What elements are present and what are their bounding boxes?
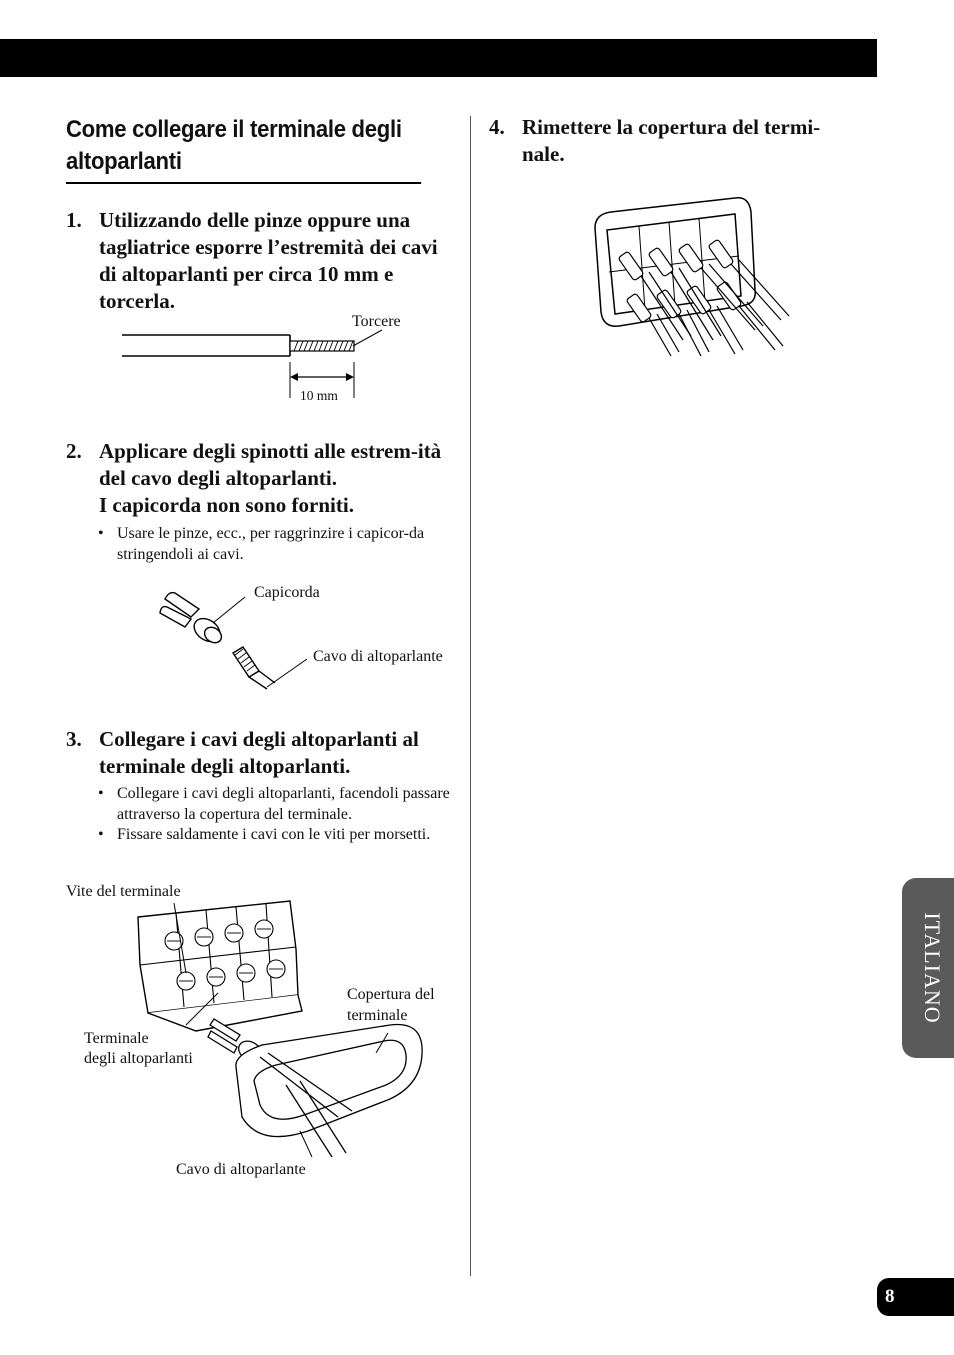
step-number: 3.: [66, 727, 82, 751]
step-number: 2.: [66, 439, 82, 463]
step-3: [66, 726, 456, 780]
step-text-note: I capicorda non sono forniti.: [99, 493, 354, 517]
language-tab: [902, 878, 954, 1058]
bullet-item: • Usare le pinze, ecc., per raggrinzire i capicor-da stringendoli ai cavi.: [98, 524, 454, 565]
language-label: ITALIANO: [920, 912, 945, 1024]
header-bar: [0, 39, 877, 77]
step-number: 1.: [66, 208, 82, 232]
covered-terminal-figure: [585, 190, 815, 365]
step-number: 4.: [489, 115, 505, 139]
cover-label-line1: Copertura del: [347, 986, 435, 1003]
step-text: Applicare degli spinotti alle estrem-ità del cavo degli altoparlanti.: [99, 439, 442, 490]
twist-label: Torcere: [352, 313, 401, 330]
screw-label: Vite del terminale: [66, 883, 181, 900]
step-text: Rimettere la copertura del termi-nale.: [522, 115, 821, 166]
bullet-item: • Fissare saldamente i cavi con le viti per morsetti.: [98, 825, 454, 846]
cover-label-line2: terminale: [347, 1007, 408, 1024]
section-title: Come collegare il terminale degli altoparlanti: [66, 114, 421, 184]
step-2-bullets: [98, 524, 454, 565]
bullet-item: • Collegare i cavi degli altoparlanti, facendoli passare attraverso la copertura del terminale.: [98, 784, 454, 825]
step-4: [489, 114, 859, 168]
step-3-bullets: [98, 784, 454, 846]
step-text: Collegare i cavi degli altoparlanti al terminale degli altoparlanti.: [99, 727, 419, 778]
terminal-label-line1: Terminale: [84, 1030, 149, 1047]
terminal-label-line2: degli altoparlanti: [84, 1050, 193, 1067]
step-text: Utilizzando delle pinze oppure una tagliatrice esporre l’estremità dei cavi di altoparlanti per circa 10 mm e torcerla.: [99, 208, 438, 313]
step-1: [66, 207, 456, 315]
length-label: 10 mm: [300, 388, 338, 403]
cable-label-fig3: Cavo di altoparlante: [176, 1161, 306, 1178]
lug-label: Capicorda: [254, 584, 320, 601]
page-number: 8: [877, 1278, 954, 1316]
step-2: [66, 438, 456, 519]
cable-label-fig2: Cavo di altoparlante: [313, 648, 443, 665]
